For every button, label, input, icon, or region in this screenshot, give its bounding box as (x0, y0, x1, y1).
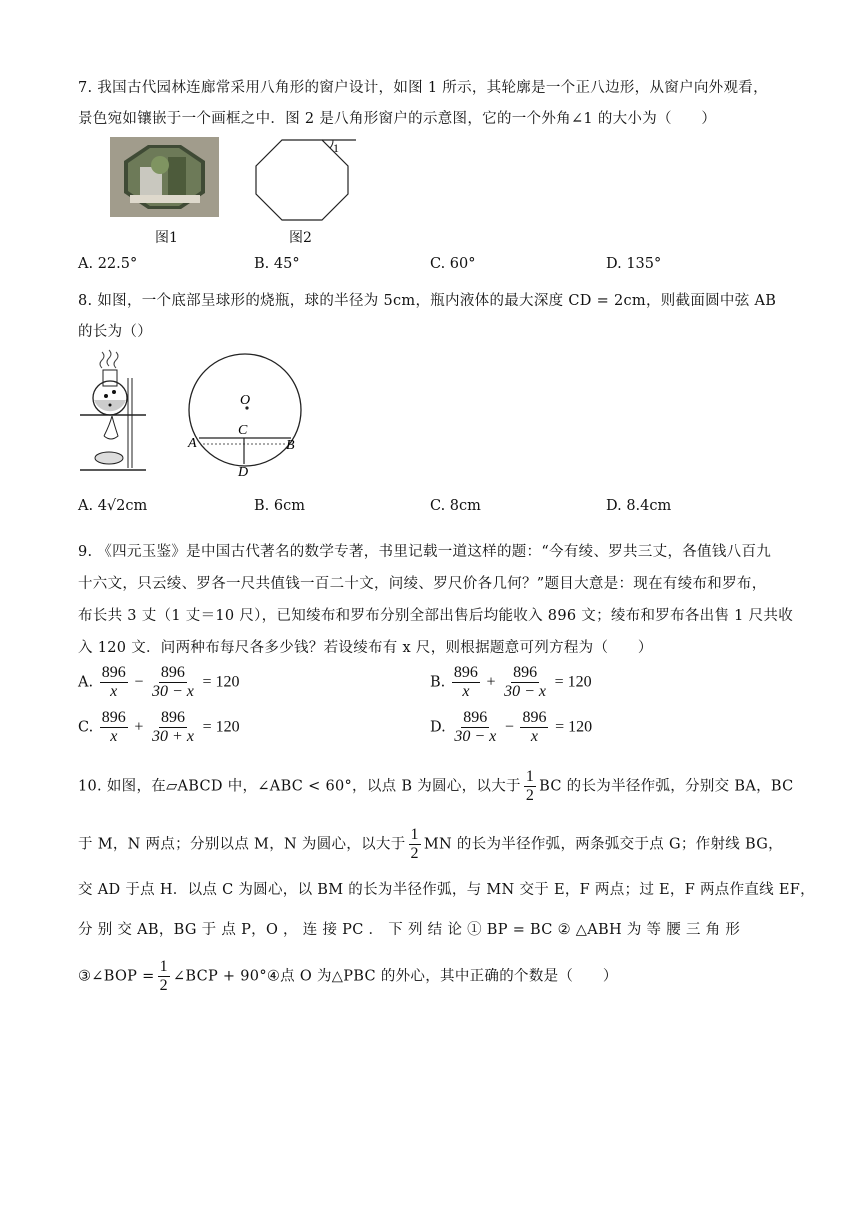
q10-stem-line2: 于 M，N 两点；分别以点 M，N 为圆心，以大于 $\frac{1}{2}$ MN 的长为半径作弧，两条弧交于点 G；作射线 BG， (78, 826, 783, 862)
q7-figure1-photo (110, 137, 219, 217)
q8-stem-line2: 的长为（） (78, 324, 152, 340)
q7-option-b: B. 45° (254, 256, 300, 272)
q8-stem-line1: 8. 如图，一个底部呈球形的烧瓶，球的半径为 5cm，瓶内液体的最大深度 CD = 2cm，则截面圆中弦 AB (78, 293, 777, 309)
q9-option-d: D. $\frac{896}{30 - x}$ − $\frac{896}{x}$ = 120 (430, 709, 593, 745)
q7-option-d: D. 135° (606, 256, 662, 272)
q7-figure2-octagon (252, 134, 362, 224)
q9-option-a: A. $\frac{896}{x}$ − $\frac{896}{30 - x}$ = 120 (78, 664, 240, 700)
q10-stem-line5: ③∠BOP = $\frac{1}{2}$ ∠BCP + 90°④点 O 为△PBC 的外心，其中正确的个数是（ ） (78, 958, 618, 994)
q7-figure1-caption: 图1 (155, 230, 178, 246)
q8-option-a: A. 4√2cm (78, 498, 148, 514)
q7-stem-line2: 景色宛如镶嵌于一个画框之中．图 2 是八角形窗户的示意图，它的一个外角∠1 的大小为（ ） (78, 111, 717, 127)
q10-stem-line1: 10. 如图，在▱ABCD 中，∠ABC < 60°，以点 B 为圆心，以大于 $\frac{1}{2}$ BC 的长为半径作弧，分别交 BA，BC (78, 768, 794, 804)
q7-figure2-caption: 图2 (289, 230, 312, 246)
q9-stem-line1: 9. 《四元玉鉴》是中国古代著名的数学专著，书里记载一道这样的题：“今有绫、罗共三丈，各值钱八百九 (78, 544, 772, 560)
q7-stem-line1: 7. 我国古代园林连廊常采用八角形的窗户设计，如图 1 所示，其轮廓是一个正八边形，从窗户向外观看， (78, 80, 768, 96)
q8-option-c: C. 8cm (430, 498, 481, 514)
q9-option-c: C. $\frac{896}{x}$ + $\frac{896}{30 + x}$ = 120 (78, 709, 240, 745)
q9-stem-line4: 入 120 文．问两种布每尺各多少钱？若设绫布有 x 尺，则根据题意可列方程为（ ） (78, 640, 653, 656)
point-c-label: C (238, 423, 248, 438)
q8-option-d: D. 8.4cm (606, 498, 672, 514)
q9-option-b: B. $\frac{896}{x}$ + $\frac{896}{30 - x}$ = 120 (430, 664, 592, 700)
q7-option-a: A. 22.5° (78, 256, 138, 272)
q9-stem-line3: 布长共 3 丈（1 丈＝10 尺），已知绫布和罗布分别全部出售后均能收入 896 文；绫布和罗布各出售 1 尺共收 (78, 608, 794, 624)
q10-stem-line4: 分 别 交 AB，BG 于 点 P，O ， 连 接 PC ． 下 列 结 论 ① BP = BC ② △ABH 为 等 腰 三 角 形 (78, 922, 741, 938)
octagon-window-photo (110, 137, 219, 217)
q10-stem-line3: 交 AD 于点 H．以点 C 为圆心，以 BM 的长为半径作弧，与 MN 交于 E，F 两点；过 E，F 两点作直线 EF， (78, 882, 815, 898)
point-d-label: D (238, 465, 249, 480)
point-o-label: O (240, 393, 251, 408)
q9-stem-line2: 十六文，只云绫、罗各一尺共值钱一百二十文，问绫、罗尺价各几何？”题目大意是：现在有绫布和罗布， (78, 576, 767, 592)
point-a-label: A (188, 436, 197, 451)
q8-option-b: B. 6cm (254, 498, 305, 514)
q8-circle-diagram (180, 352, 310, 482)
q7-option-c: C. 60° (430, 256, 476, 272)
point-b-label: B (286, 438, 295, 453)
angle-1-label: 1 (333, 141, 339, 155)
q8-flask-illustration (76, 348, 156, 478)
